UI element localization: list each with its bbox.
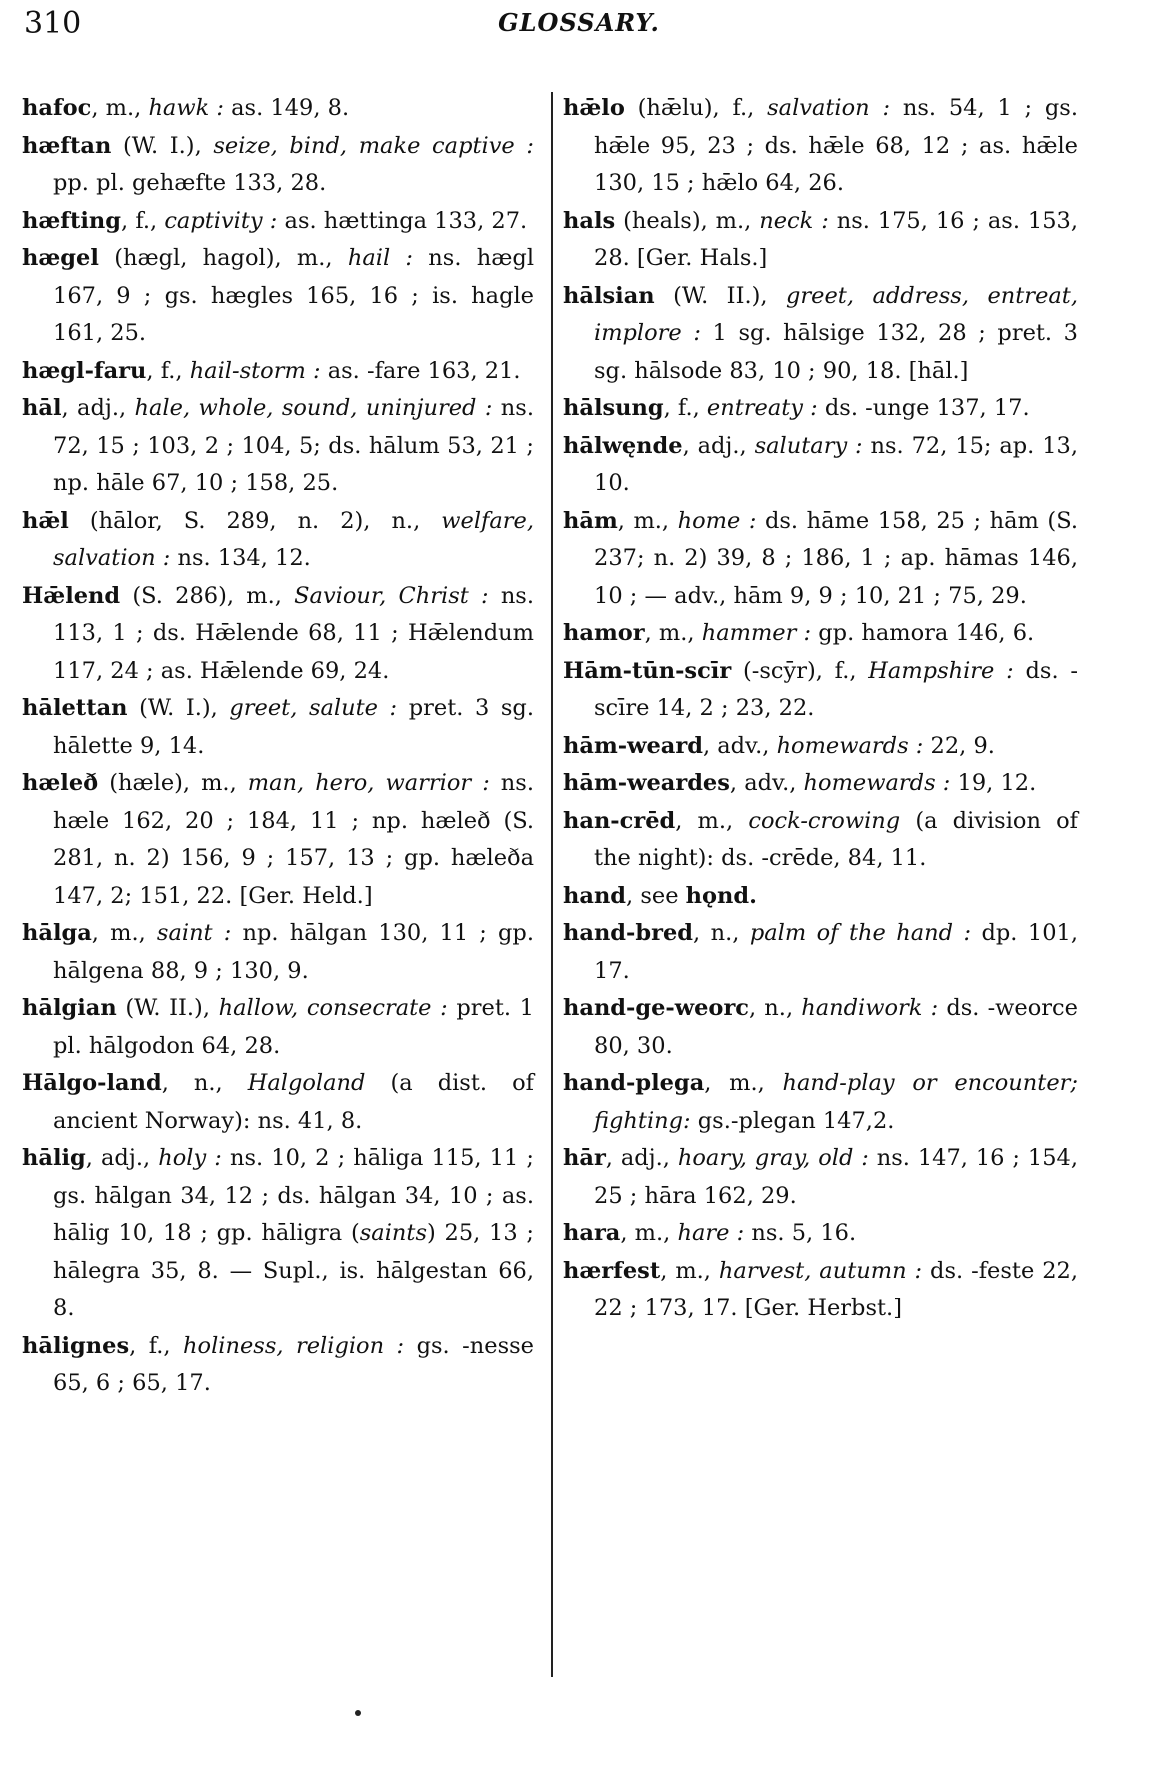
headword: hand-bred [563, 920, 694, 946]
entry-text: (W. II.), [116, 995, 219, 1021]
definition: hail : [347, 245, 414, 271]
definition: hawk : [148, 95, 224, 121]
entry-text: pp. pl. gehæfte 133, 28. [53, 170, 327, 196]
entry-text: (W. II.), [654, 282, 787, 309]
entry-text: (S. 286), m., [120, 582, 295, 609]
headword: hǫnd. [685, 882, 757, 909]
entry-text: ds. -feste 22, 22 ; 173, 17. [Ger. Herbst.] [594, 1257, 1078, 1321]
running-head: GLOSSARY. [498, 8, 660, 37]
definition: captivity : [164, 207, 278, 234]
glossary-entry [563, 765, 1078, 803]
glossary-entry [22, 1140, 534, 1328]
headword: hǣlo [563, 95, 625, 121]
column-divider [551, 92, 553, 1677]
definition: holiness, religion : [183, 1332, 405, 1359]
headword: hand-plega [563, 1070, 705, 1096]
entry-text: , adj., [85, 1145, 159, 1171]
definition: hale, whole, sound, uninjured : [134, 395, 493, 421]
definition: Hampshire : [868, 657, 1014, 684]
glossary-entry [563, 728, 1078, 766]
definition: handiwork : [801, 995, 939, 1021]
glossary-entry [563, 1140, 1078, 1215]
definition: home : [677, 507, 757, 534]
glossary-entry [22, 240, 534, 353]
entry-text: ds. -scīre 14, 2 ; 23, 22. [594, 657, 1078, 721]
entry-text: gs.-plegan 147,2. [690, 1107, 895, 1134]
entry-text: (W. I.), [111, 132, 214, 159]
headword: hālwęnde [563, 432, 683, 459]
definition: harvest, autumn : [718, 1257, 923, 1284]
entry-text: ds. hāme 158, 25 ; hām (S. 237; n. 2) 39, 8 ; 186, 1 ; ap. hāmas 146, 10 ; — adv., hām 9, 9 ; 10, 21 ; 75, 29. [594, 507, 1078, 609]
printer-mark [355, 1710, 361, 1716]
entry-text: dp. 101, 17. [594, 920, 1078, 984]
entry-text: pret. 3 sg. hālette 9, 14. [53, 695, 534, 759]
headword: hand-ge-weorc [563, 995, 749, 1021]
definition: greet, address, entreat, implore : [594, 282, 1078, 346]
entry-text: (hægl, hagol), m., [98, 245, 348, 271]
glossary-entry [563, 278, 1078, 391]
definition: cock-crowing [748, 807, 901, 834]
entry-text: ns. 113, 1 ; ds. Hǣlende 68, 11 ; Hǣlendum 117, 24 ; as. Hǣlende 69, 24. [53, 582, 535, 684]
definition: hoary, gray, old : [677, 1145, 869, 1171]
glossary-entry [22, 203, 534, 241]
definition: salutary : [754, 432, 863, 459]
headword: hals [563, 207, 616, 234]
entry-text: , m., [660, 1257, 719, 1284]
headword: hālsung [563, 395, 664, 421]
headword: hām-weard [563, 732, 703, 759]
definition: hand-play or encounter; fighting: [594, 1070, 1078, 1134]
entry-text: ns. hægl 167, 9 ; gs. hægles 165, 16 ; is. hagle 161, 25. [53, 245, 535, 346]
entry-text: , m., [91, 920, 157, 946]
glossary-entry [563, 1253, 1078, 1328]
definition: man, hero, warrior : [247, 770, 490, 796]
headword: hǣl [22, 507, 69, 534]
entry-text: ns. 54, 1 ; gs. hǣle 95, 23 ; ds. hǣle 68, 12 ; as. hǣle 130, 15 ; hǣlo 64, 26. [594, 95, 1078, 196]
definition: hare : [677, 1220, 745, 1246]
glossary-entry [563, 878, 1078, 916]
entry-text: , m., [617, 507, 678, 534]
headword: hara [563, 1220, 621, 1246]
entry-text: , adv., [702, 732, 777, 759]
entry-text: ns. 134, 12. [170, 545, 311, 571]
headword: hand [563, 882, 627, 909]
entry-text: , f., [146, 357, 190, 384]
entry-text: , m., [620, 1220, 678, 1246]
entry-text: , adj., [682, 432, 755, 459]
headword: hām-weardes [563, 770, 730, 796]
entry-text: 19, 12. [950, 770, 1037, 796]
headword: hālsian [563, 282, 655, 309]
entry-text: as. 149, 8. [223, 95, 350, 121]
definition: entreaty : [706, 395, 818, 421]
definition: salvation : [767, 95, 891, 121]
glossary-entry [22, 1065, 534, 1140]
headword: Hām-tūn-scīr [563, 657, 732, 684]
entry-text: , m., [644, 620, 702, 646]
glossary-entry [22, 353, 534, 391]
headword: hamor [563, 620, 645, 646]
glossary-entry [22, 128, 534, 203]
definition: welfare, salvation : [53, 507, 534, 571]
headword: hām [563, 507, 618, 534]
entry-text: , f., [129, 1332, 184, 1359]
glossary-entry [563, 428, 1078, 503]
definition: hail-storm : [189, 357, 321, 384]
entry-text: , m., [91, 95, 149, 121]
glossary-entry [563, 1065, 1078, 1140]
definition: neck : [759, 207, 829, 234]
entry-text: as. -fare 163, 21. [320, 357, 521, 384]
entry-text: , adj., [605, 1145, 678, 1171]
glossary-entry [22, 990, 534, 1065]
glossary-entry [563, 203, 1078, 278]
definition: hammer : [701, 620, 812, 646]
headword: hālgian [22, 995, 117, 1021]
glossary-entry [563, 90, 1078, 203]
glossary-entry [563, 990, 1078, 1065]
entry-text: ds. -unge 137, 17. [817, 395, 1030, 421]
headword: hæftan [22, 132, 112, 159]
entry-text: ) 25, 13 ; hālegra 35, 8. — Supl., is. hālgestan 66, 8. [53, 1220, 534, 1321]
headword: Hālgo-land [22, 1070, 162, 1096]
entry-text: (hǣlu), f., [624, 95, 768, 121]
headword: han-crēd [563, 807, 676, 834]
entry-text: , adv., [729, 770, 804, 796]
glossary-column-right [563, 90, 1078, 1328]
headword: hægel [22, 245, 99, 271]
entry-text: (W. I.), [127, 695, 230, 721]
entry-text: ds. -weorce 80, 30. [594, 995, 1078, 1059]
glossary-entry [22, 578, 534, 691]
entry-text: 22, 9. [923, 732, 995, 759]
entry-text: ns. 72, 15; ap. 13, 10. [594, 432, 1078, 496]
glossary-entry [22, 765, 534, 915]
headword: hāl [22, 395, 62, 421]
headword: hālga [22, 920, 92, 946]
definition: seize, bind, make captive : [213, 132, 534, 159]
entry-text: , f., [121, 207, 165, 234]
entry-text: (-scȳr), f., [731, 657, 869, 684]
headword: hār [563, 1145, 606, 1171]
entry-text: ns. 175, 16 ; as. 153, 28. [Ger. Hals.] [594, 207, 1078, 271]
entry-text: gs. -nesse 65, 6 ; 65, 17. [53, 1332, 534, 1396]
glossary-entry [22, 90, 534, 128]
headword: hālettan [22, 695, 128, 721]
entry-text: ns. hæle 162, 20 ; 184, 11 ; np. hæleð (S. 281, n. 2) 156, 9 ; 157, 13 ; gp. hæleða 147, 2; 151, 22. [Ger. Held.] [53, 770, 535, 909]
entry-text: , adj., [61, 395, 135, 421]
page-number: 310 [24, 6, 82, 41]
glossary-entry [22, 690, 534, 765]
glossary-entry [563, 915, 1078, 990]
entry-text: (a dist. of ancient Norway): ns. 41, 8. [53, 1070, 534, 1134]
definition: Halgoland [247, 1070, 366, 1096]
glossary-entry [563, 803, 1078, 878]
headword: Hǣlend [22, 582, 121, 609]
headword: hafoc [22, 95, 92, 121]
entry-text: 1 sg. hālsige 132, 28 ; pret. 3 sg. hālsode 83, 10 ; 90, 18. [hāl.] [594, 320, 1078, 384]
definition: hallow, consecrate : [218, 995, 448, 1021]
definition: greet, salute : [229, 695, 398, 721]
entry-text: ns. 5, 16. [744, 1220, 857, 1246]
entry-text: , m., [675, 807, 749, 834]
entry-text: as. hættinga 133, 27. [277, 207, 528, 234]
definition: homewards : [776, 732, 924, 759]
entry-text: (heals), m., [615, 207, 760, 234]
definition: saints [359, 1220, 427, 1246]
glossary-entry [22, 915, 534, 990]
entry-text: pret. 1 pl. hālgodon 64, 28. [53, 995, 534, 1059]
glossary-column-left [22, 90, 534, 1403]
definition: palm of the hand : [749, 920, 972, 946]
entry-text: , n., [693, 920, 750, 946]
glossary-entry [22, 503, 534, 578]
entry-text: (a division of the night): ds. -crēde, 84, 11. [594, 807, 1078, 871]
glossary-entry [563, 503, 1078, 616]
definition: holy : [158, 1145, 222, 1171]
entry-text: , see [626, 882, 686, 909]
entry-text: np. hālgan 130, 11 ; gp. hālgena 88, 9 ; 130, 9. [53, 920, 534, 984]
glossary-entry [563, 390, 1078, 428]
glossary-entry [563, 615, 1078, 653]
headword: hærfest [563, 1257, 661, 1284]
glossary-entry [22, 390, 534, 503]
entry-text: ns. 10, 2 ; hāliga 115, 11 ; gs. hālgan 34, 12 ; ds. hālgan 34, 10 ; as. hālig 10, 18 ; gp. hāligra ( [53, 1145, 534, 1246]
definition: saint : [156, 920, 232, 946]
entry-text: , m., [704, 1070, 783, 1096]
headword: hālig [22, 1145, 86, 1171]
definition: homewards : [803, 770, 951, 796]
entry-text: , f., [663, 395, 707, 421]
definition: Saviour, Christ : [294, 582, 489, 609]
headword: hægl-faru [22, 357, 147, 384]
headword: hālignes [22, 1332, 130, 1359]
glossary-entry [563, 653, 1078, 728]
entry-text: , n., [749, 995, 802, 1021]
entry-text: , n., [161, 1070, 248, 1096]
entry-text: ns. 147, 16 ; 154, 25 ; hāra 162, 29. [594, 1145, 1078, 1209]
entry-text: ns. 72, 15 ; 103, 2 ; 104, 5; ds. hālum 53, 21 ; np. hāle 67, 10 ; 158, 25. [53, 395, 534, 496]
glossary-entry [563, 1215, 1078, 1253]
headword: hæleð [22, 770, 99, 796]
entry-text: gp. hamora 146, 6. [811, 620, 1035, 646]
entry-text: (hæle), m., [98, 770, 248, 796]
headword: hæfting [22, 207, 122, 234]
glossary-entry [22, 1328, 534, 1403]
entry-text: (hālor, S. 289, n. 2), n., [68, 507, 442, 534]
